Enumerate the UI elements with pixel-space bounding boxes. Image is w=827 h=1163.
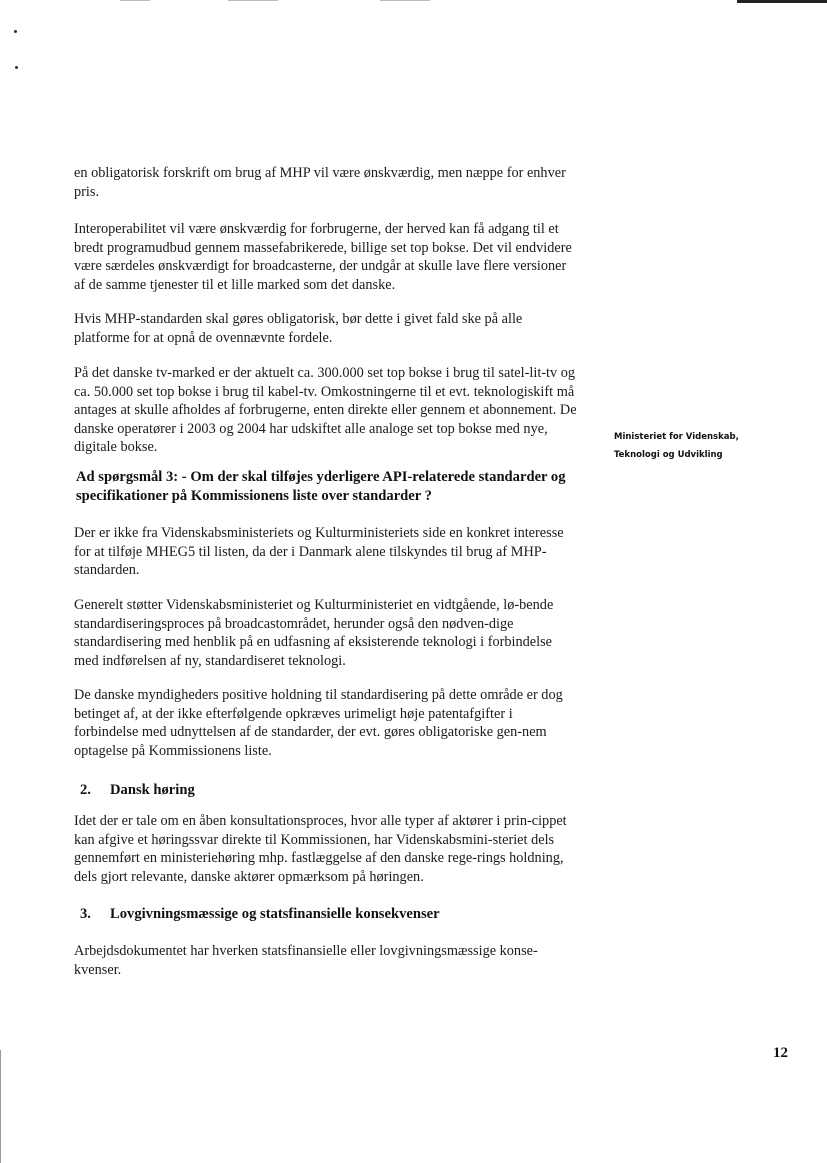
scan-artifact-line <box>737 0 827 3</box>
paragraph-consequences: Arbejdsdokumentet har hverken statsfinansielle eller lovgivningsmæssige konse-kvenser. <box>74 943 538 978</box>
paragraph-all-platforms: Hvis MHP-standarden skal gøres obligatorisk, bør dette i givet fald ske på alle platforme for at opnå de ovennævnte fordele. <box>74 311 523 346</box>
ministry-name-line: Teknologi og Udvikling <box>614 450 723 460</box>
section-3-heading <box>80 906 440 923</box>
paragraph-interoperability: Interoperabilitet vil være ønskværdig for forbrugerne, der herved kan få adgang til et bredt programudbud gennem massefabrikerede, billige set top bokse. Det vil endvidere være særdeles ønskværdigt for broadcasterne, der undgår at skulle lave flere versioner af de samme tjenester til et lille marked som det danske. <box>74 221 572 293</box>
question-3-heading: Ad spørgsmål 3: - Om der skal tilføjes yderligere API-relaterede standarder og specifikationer på Kommissionens liste over standarder ? <box>76 469 566 504</box>
paragraph-standardisation-support: Generelt støtter Videnskabsministeriet og Kulturministeriet en vidtgående, lø-bende standardiseringsproces på broadcastområdet, herunder også den nødven-dige standardisering med henblik på en udfasning af eksisterende teknologi i forbindelse med indførelsen af ny, standardiseret teknologi. <box>74 597 554 669</box>
section-title: Dansk høring <box>110 782 195 798</box>
paragraph-consultation: Idet der er tale om en åben konsultationsproces, hvor alle typer af aktører i prin-cippet kan afgive et høringssvar direkte til Kommissionen, har Videnskabsmini-steriet dels gennemført en ministeriehøring mhp. fastlæggelse af den danske rege-rings holdning, dels gjort relevante, danske aktører opmærksom på høringen. <box>74 813 567 885</box>
paragraph-mheg5: Der er ikke fra Videnskabsministeriets og Kulturministeriets side en konkret interesse for at tilføje MHEG5 til listen, da der i Danmark alene tilskyndes til brug af MHP-standarden. <box>74 525 564 579</box>
paragraph-patent-fees: De danske myndigheders positive holdning til standardisering på dette område er dog betinget af, at der ikke efterfølgende opkræves urimeligt høje patentafgifter i forbindelse med udnyttelsen af de standarder, der evt. gøres obligatoriske gen-nem optagelse på Kommissionens liste. <box>74 687 563 759</box>
section-2-heading <box>80 782 195 799</box>
ministry-name-line: Ministeriet for Videnskab, <box>614 432 739 442</box>
scan-artifact-dash <box>120 0 150 1</box>
ministry-sidebar <box>614 428 804 464</box>
scan-artifact-edge <box>0 1050 1 1163</box>
page-number: 12 <box>773 1045 788 1061</box>
section-number: 2. <box>80 782 91 798</box>
scan-speck <box>15 66 18 69</box>
scan-speck <box>14 30 17 33</box>
paragraph-mhp-obligatory: en obligatorisk forskrift om brug af MHP vil være ønskværdig, men næppe for enhver pris. <box>74 165 566 200</box>
paragraph-danish-tv-market: På det danske tv-marked er der aktuelt ca. 300.000 set top bokse i brug til satel-lit-tv og ca. 50.000 set top bokse i brug til kabel-tv. Omkostningerne til et evt. teknologiskift må antages at skulle afholdes af forbrugerne, enten direkte eller gennem et abonnement. De danske operatører i 2003 og 2004 har udskiftet alle analoge set top bokse med nye, digitale bokse. <box>74 365 577 456</box>
scan-artifact-dash <box>380 0 430 1</box>
scan-artifact-dash <box>228 0 278 1</box>
section-number: 3. <box>80 906 91 922</box>
section-title: Lovgivningsmæssige og statsfinansielle konsekvenser <box>110 906 440 922</box>
